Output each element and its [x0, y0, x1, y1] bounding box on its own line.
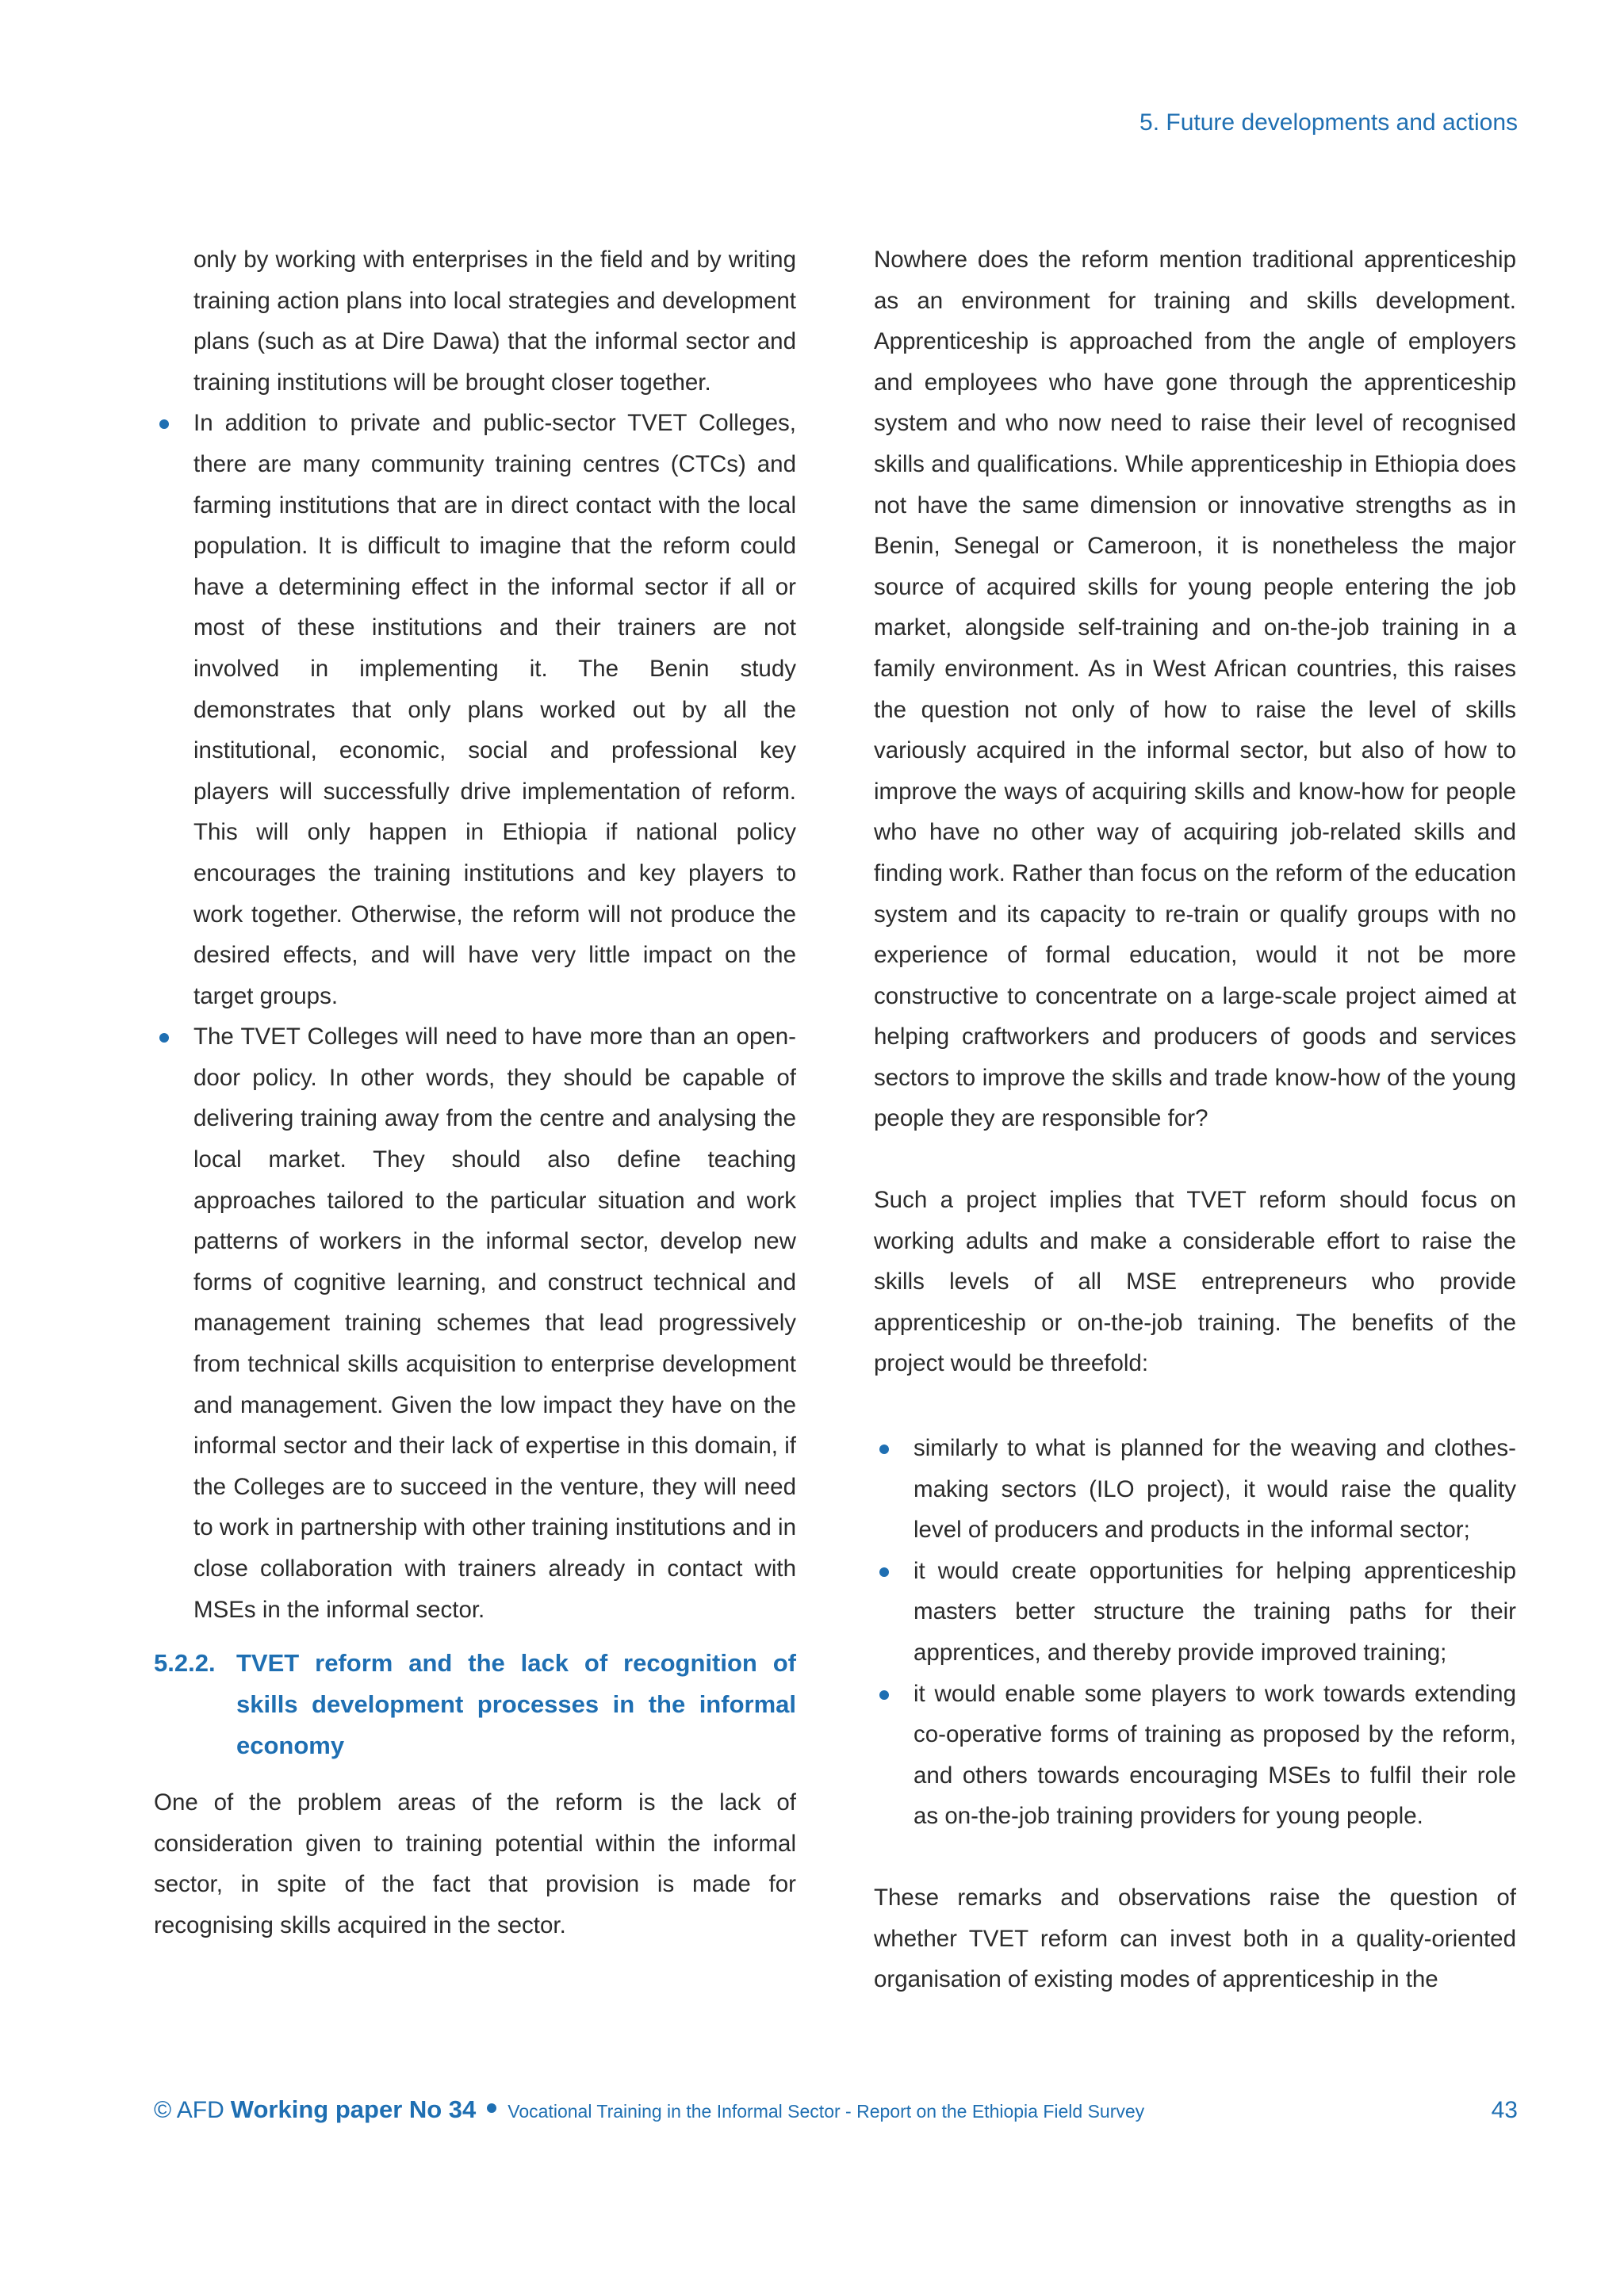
right-column [874, 239, 1516, 2000]
left-column [154, 239, 796, 1946]
section-title: TVET reform and the lack of recognition of skills development processes in the informal economy [236, 1649, 796, 1760]
page-number: 43 [1491, 2097, 1518, 2123]
bullet-icon [159, 419, 169, 429]
right-bullet-list [874, 1428, 1516, 1837]
bullet-text: it would enable some players to work towards extending co-operative forms of training as proposed by the reform, and others towards encouraging MSEs to fulfil their role as on-the-job training providers for young people. [914, 1680, 1516, 1830]
bullet-text: The TVET Colleges will need to have more than an open-door policy. In other words, they should be capable of delivering training away from the centre and analysing the local market. They should also define teaching approaches tailored to the particular situation and work patterns of workers in the informal sector, develop new forms of cognitive learning, and construct technical and management training schemes that lead progressively from technical skills acquisition to enterprise development and management. Given the low impact they have on the informal sector and their lack of expertise in this domain, if the Colleges are to succeed in the venture, they will need to work in partnership with other training institutions and in close collaboration with trainers already in contact with MSEs in the informal sector. [193, 1024, 796, 1623]
page-footer [154, 2095, 1518, 2124]
bullet-text: similarly to what is planned for the weaving and clothes-making sectors (ILO project), it would raise the quality level of producers and products in the informal sector; [914, 1435, 1516, 1544]
footer-copyright: © AFD [154, 2097, 224, 2123]
footer-separator-icon [487, 2103, 496, 2113]
footer-series: Working paper No 34 [230, 2095, 477, 2123]
section-heading [154, 1643, 796, 1766]
bullet-icon [879, 1690, 889, 1700]
bullet-icon [159, 1033, 169, 1043]
left-bullet-list [154, 403, 796, 1630]
bullet-item [874, 1428, 1516, 1551]
bullet-item [154, 403, 796, 1016]
paragraph-apprenticeship: Nowhere does the reform mention traditional apprenticeship as an environment for training and skills development. Apprenticeship is approached from the angle of employers and employees who have gone through the apprenticeship system and who now need to raise their level of recognised skills and qualifications. While apprenticeship in Ethiopia does not have the same dimension or innovative strengths as in Benin, Senegal or Cameroon, it is nonetheless the major source of acquired skills for young people entering the job market, alongside self-training and on-the-job training in a family environment. As in West African countries, this raises the question not only of how to raise the level of skills variously acquired in the informal sector, but also of how to improve the ways of acquiring skills and know-how for people who have no other way of acquiring job-related skills and finding work. Rather than focus on the reform of the education system and its capacity to re-train or qualify groups with no experience of formal education, would it not be more constructive to concentrate on a large-scale project aimed at helping craftworkers and producers of goods and services sectors to improve the skills and trade know-how of the young people they are responsible for? [874, 247, 1516, 1132]
bullet-text: In addition to private and public-sector TVET Colleges, there are many community training centres (CTCs) and farming institutions that are in direct contact with the local population. It is difficult to imagine that the reform could have a determining effect in the informal sector if all or most of these institutions and their trainers are not involved in implementing it. The Benin study demonstrates that only plans worked out by all the institutional, economic, social and professional key players will successfully drive implementation of reform. This will only happen in Ethiopia if national policy encourages the training institutions and key players to work together. Otherwise, the reform will not produce the desired effects, and will have very little impact on the target groups. [193, 410, 796, 1009]
bullet-item [154, 1016, 796, 1630]
paragraph-remarks: These remarks and observations raise the question of whether TVET reform can invest both in a quality-oriented organisation of existing modes of apprenticeship in the [874, 1884, 1516, 1993]
bullet-item [874, 1551, 1516, 1674]
bullet-icon [879, 1567, 889, 1577]
section-number: 5.2.2. [154, 1649, 216, 1678]
section-paragraph: One of the problem areas of the reform is the lack of consideration given to training potential within the informal sector, in spite of the fact that provision is made for recognising skills acquired in the sector. [154, 1789, 796, 1938]
bullet-text: it would create opportunities for helping apprenticeship masters better structure the training paths for their apprentices, and thereby provide improved training; [914, 1557, 1516, 1666]
continuation-paragraph: only by working with enterprises in the field and by writing training action plans into local strategies and development plans (such as at Dire Dawa) that the informal sector and training institutions will be brought closer together. [193, 247, 796, 396]
bullet-item [874, 1674, 1516, 1837]
paragraph-project: Such a project implies that TVET reform should focus on working adults and make a considerable effort to raise the skills levels of all MSE entrepreneurs who provide apprenticeship or on-the-job training. The benefits of the project would be threefold: [874, 1187, 1516, 1377]
bullet-icon [879, 1445, 889, 1454]
footer-title: Vocational Training in the Informal Sector - Report on the Ethiopia Field Survey [508, 2101, 1145, 2122]
running-head: 5. Future developments and actions [1139, 109, 1518, 136]
